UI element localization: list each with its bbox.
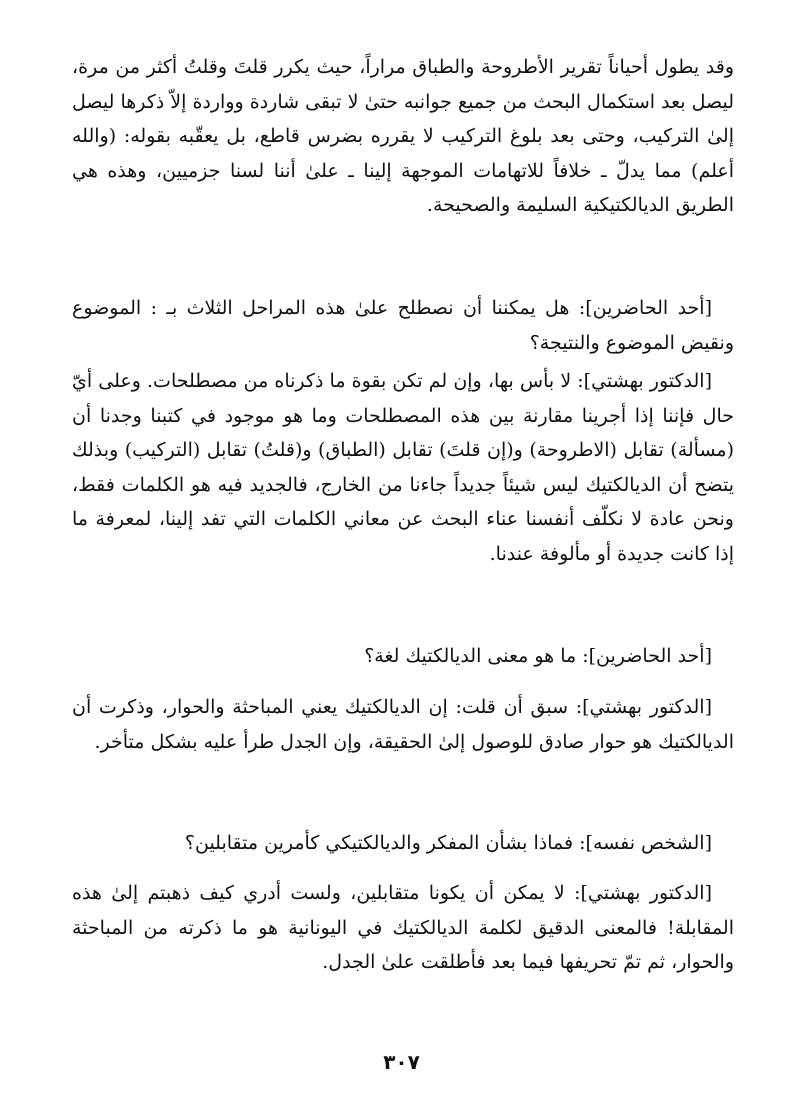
paragraph-attendee-question-terms: [أحد الحاضرين]: هل يمكننا أن نصطلح علىٰ هذه المراحل الثلاث بـ : الموضوع ونقيض الموضوع والنتيجة؟ — [72, 297, 734, 354]
paragraph-person-question-thinker: [الشخص نفسه]: فماذا بشأن المفكر والديالكتيكي كأمرين متقابلين؟ — [184, 832, 712, 854]
paragraph-thesis-discussion: وقد يطول أحياناً تقرير الأطروحة والطباق مراراً، حيث يكرر قلتَ وقلتُ أكثر من مرة، ليصل بعد استكمال البحث من جميع جوانبه حتىٰ لا تبقى شاردة وواردة إلاّ ذكرها ليصل إلىٰ التركيب، وحتى بعد بلوغ التركيب لا يقرره بضرس قاطع، بل يعقّبه بقوله: (والله أعلم) مما يدلّ ـ خلافاً للاتهامات الموجهة إلينا ـ علىٰ أننا لسنا جزميين، وهذه هي الطريق الديالكتيكية السليمة والصحيحة. — [72, 56, 734, 216]
paragraph-beheshti-answer-terms: [الدكتور بهشتي]: لا بأس بها، وإن لم تكن بقوة ما ذكرناه من مصطلحات. وعلى أيّ حال فإننا إذا أجرينا مقارنة بين هذه المصطلحات وما هو موجود في كتبنا وجدنا أن (مسألة) تقابل (الاطروحة) و(إن قلتَ) تقابل (الطباق) و(قلتُ) تقابل (التركيب) وبذلك يتضح أن الديالكتيك ليس شيئاً جديداً جاءنا من الخارج، فالجديد فيه هو الكلمات فقط، ونحن عادة لا نكلّف أنفسنا عناء البحث عن معاني الكلمات التي تفد إلينا، لمعرفة ما إذا كانت جديدة أو مألوفة عندنا. — [72, 370, 734, 565]
page-number: ٣٠٧ — [383, 1050, 420, 1074]
paragraph-attendee-question-meaning: [أحد الحاضرين]: ما هو معنى الديالكتيك لغة؟ — [364, 645, 712, 667]
paragraph-beheshti-answer-thinker: [الدكتور بهشتي]: لا يمكن أن يكونا متقابلين، ولست أدري كيف ذهبتم إلىٰ هذه المقابلة! فالمعنى الدقيق لكلمة الديالكتيك في اليونانية هو ما ذكرته من المباحثة والحوار، ثم تمّ تحريفها فيما بعد فأطلقت علىٰ الجدل. — [72, 882, 734, 973]
paragraph-beheshti-answer-meaning: [الدكتور بهشتي]: سبق أن قلت: إن الديالكتيك يعني المباحثة والحوار، وذكرت أن الديالكتيك هو حوار صادق للوصول إلىٰ الحقيقة، وإن الجدل طرأ عليه بشكل متأخر. — [72, 696, 734, 753]
